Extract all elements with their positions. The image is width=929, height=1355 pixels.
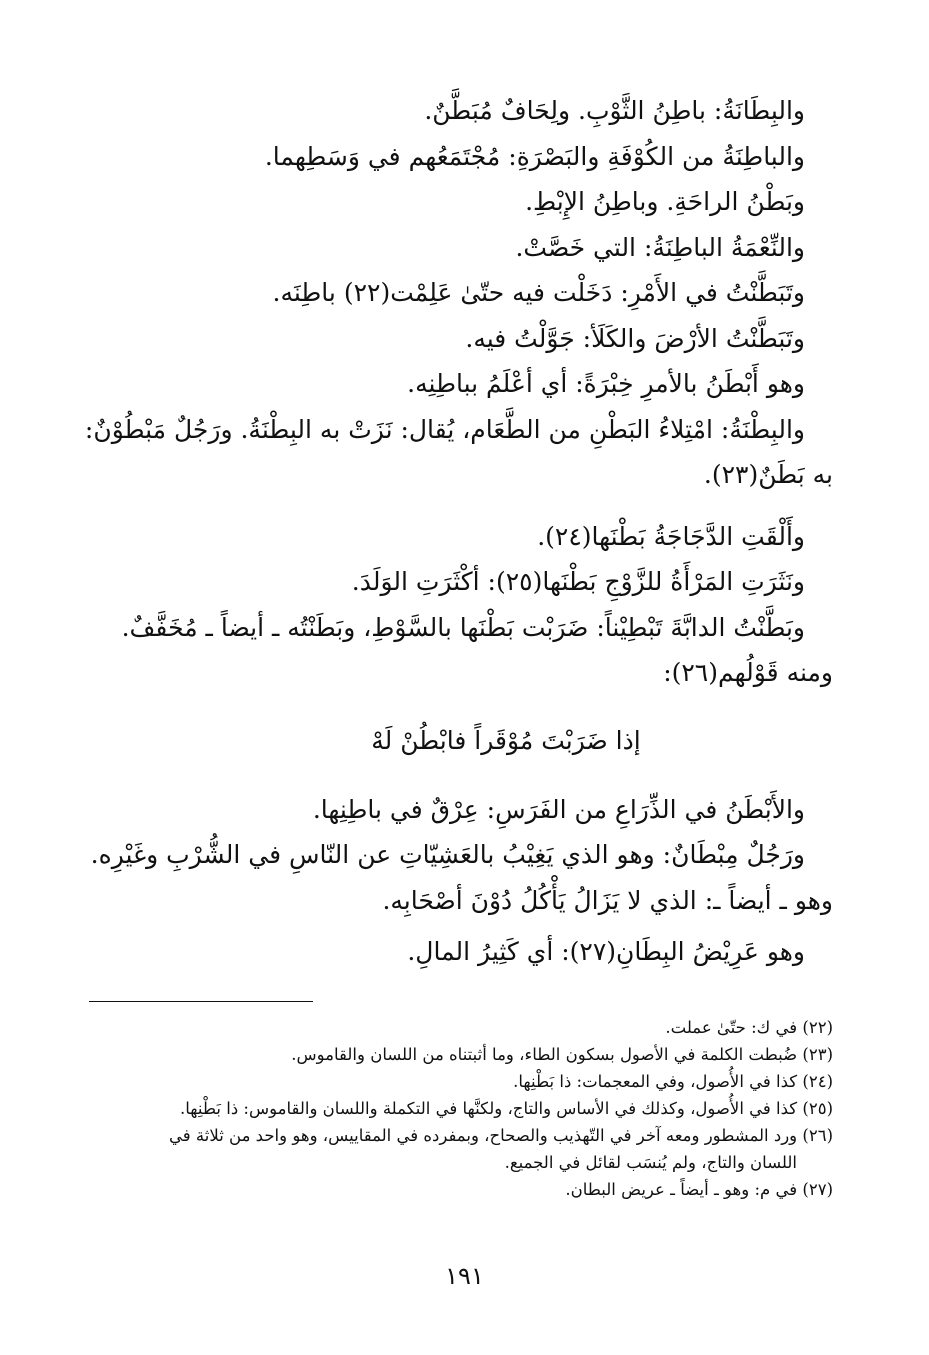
footnote-separator: [89, 1001, 313, 1002]
text-line: وهو ـ أيضاً ـ: الذي لا يَزَالُ يَأْكُلُ دُوْنَ أصْحَابِه.: [382, 885, 833, 915]
text-line: وتَبَطَّنْتُ الأرْضَ والكَلَأ: جَوَّلْتُ فيه.: [465, 323, 805, 353]
footnote: (٢٦) ورد المشطور ومعه آخر في التّهذيب والصحاح، وبمفرده في المقاييس، وهو واحد من ثلاثة في: [169, 1125, 833, 1145]
page-content: [84, 88, 833, 1203]
text-line: وبَطَّنْتُ الدابَّةَ تَبْطِيْناً: ضَرَبْت بَطْنَها بالسَّوْطِ، وبَطَنْتُه ـ أيضاً ـ مُخَفَّفٌ.: [121, 612, 805, 642]
text-line: وأَلْقَتِ الدَّجَاجَةُ بَطْنَها(٢٤).: [537, 521, 805, 551]
footnote-continuation: اللسان والتاج، ولم يُنسَب لقائل في الجميع.: [504, 1152, 797, 1172]
footnote: (٢٢) في ك: حتّىٰ عملت.: [665, 1017, 833, 1037]
footnote: (٢٣) ضُبطت الكلمة في الأصول بسكون الطاء، وما أثبتناه من اللسان والقاموس.: [291, 1044, 833, 1064]
footnote: (٢٤) كذا في الأُصول، وفي المعجمات: ذا بَطْنِها.: [513, 1071, 833, 1091]
text-line: والبِطَانَةُ: باطِنُ الثَّوْبِ. ولِحَافٌ مُبَطَّنٌ.: [424, 96, 805, 125]
text-line: وبَطْنُ الراحَةِ. وباطِنُ الإِبْطِ.: [525, 187, 805, 216]
spacer: [89, 498, 833, 514]
page-number: ١٩١: [445, 1262, 484, 1290]
text-line: والبِطْنَةُ: امْتِلاءُ البَطْنِ من الطَّعَام، يُقال: نَزَتْ به البِطْنَةُ. ورَجُلٌ مَبْطُوْنٌ:: [84, 414, 805, 444]
verse-quote: إذا ضَرَبْتَ مُوْقَراً فابْطُنْ لَهْ: [371, 725, 641, 755]
text-line: وهو عَرِيْضُ البِطَانِ(٢٧): أي كَثِيرُ المالِ.: [407, 937, 805, 966]
text-line: وتَبَطَّنْتُ في الأَمْرِ: دَخَلْت فيه حتّىٰ عَلِمْت(٢٢) باطِنَه.: [272, 278, 805, 307]
text-line: به بَطَنٌ(٢٣).: [703, 460, 833, 489]
text-line: ومنه قَوْلُهم(٢٦):: [663, 658, 833, 687]
text-line: والنِّعْمَةُ الباطِنَةُ: التي خَصَّتْ.: [515, 232, 805, 262]
text-line: والأَبْطَنُ في الذِّرَاعِ من الفَرَسِ: عِرْقٌ في باطِنِها.: [312, 794, 805, 824]
footnote-separator-wrap: [89, 1001, 833, 1002]
footnotes: [89, 1014, 833, 1203]
text-line: ونَثَرَتِ المَرْأَةُ للزَّوْجِ بَطْنَها(٢٥): أكْثَرَتِ الوَلَدَ.: [351, 567, 805, 596]
footnote: (٢٥) كذا في الأُصول، وكذلك في الأساس والتاج، ولكنَّها في التكملة واللسان والقاموس: ذا بَطْنِها.: [180, 1098, 833, 1118]
footnote: (٢٧) في م: وهو ـ أيضاً ـ عريض البطان.: [565, 1179, 833, 1199]
text-line: والباطِنَةُ من الكُوْفَةِ والبَصْرَةِ: مُجْتَمَعُهم في وَسَطِهما.: [264, 141, 805, 171]
text-line: ورَجُلٌ مِبْطَانٌ: وهو الذي يَغِيْبُ بالعَشِيّاتِ عن النّاسِ في الشُّرْبِ وغَيْرِه.: [90, 840, 805, 869]
main-text: [84, 88, 833, 975]
text-line: وهو أَبْطَنُ بالأمرِ خِبْرَةً: أي أعْلَمُ بباطِنِه.: [407, 369, 805, 398]
